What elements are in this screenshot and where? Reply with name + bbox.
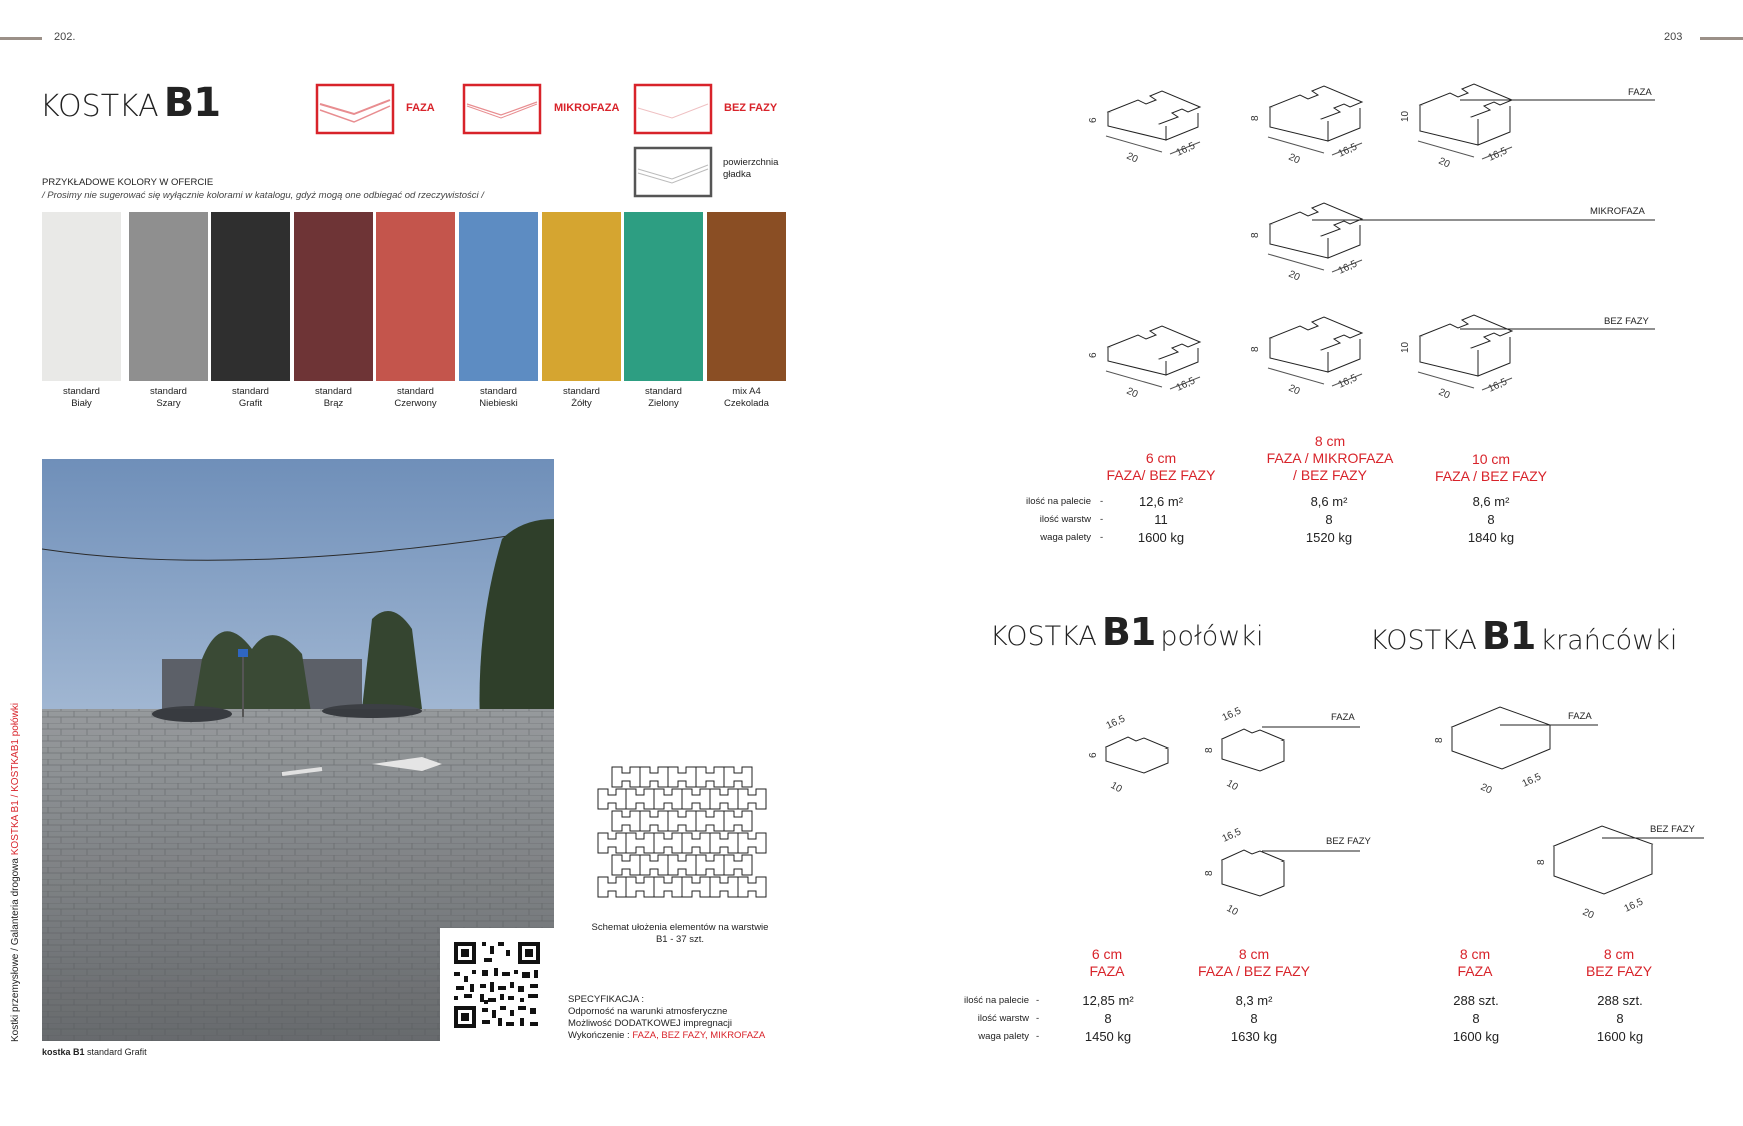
bottom-col-3-finish: FAZA xyxy=(1457,963,1493,979)
schema-caption: Schemat ułożenia elementów na warstwie B1 - 37 szt. xyxy=(591,922,769,945)
swatch-color-name: Brąz xyxy=(323,398,344,409)
row-label: ilość na palecie xyxy=(1026,496,1091,507)
height-dimension: 8 xyxy=(1536,859,1547,865)
leader-polowki-bezfazy: BEZ FAZY xyxy=(1326,836,1371,847)
swatch-color-name: Grafit xyxy=(238,398,263,409)
polowki-suffix: połówki xyxy=(1160,621,1264,652)
row-label: waga palety xyxy=(1040,532,1091,543)
depth-dimension: 16,5 xyxy=(1104,713,1127,732)
table-cell: 8 xyxy=(1104,1011,1112,1026)
leader-mikrofaza-label: MIKROFAZA xyxy=(1590,206,1645,217)
swatch-type: standard xyxy=(63,386,100,397)
bottom-col-2-finish: FAZA / BEZ FAZY xyxy=(1197,963,1311,979)
table-cell: 288 szt. xyxy=(1597,993,1643,1008)
photo-caption-color: standard Grafit xyxy=(87,1047,147,1057)
b1-col-2-height: 8 cm xyxy=(1314,433,1346,449)
depth-dimension: 16,5 xyxy=(1622,896,1645,915)
swatch-type: standard xyxy=(232,386,269,397)
legend-mikrofaza-label: MIKROFAZA xyxy=(554,102,620,114)
title-prefix: KOSTKA xyxy=(40,89,159,124)
height-dimension: 10 xyxy=(1400,341,1411,353)
height-dimension: 6 xyxy=(1088,752,1099,758)
table-cell: 8,6 m² xyxy=(1310,494,1348,509)
bottom-col-2-header xyxy=(1174,946,1334,980)
table-cell: 1630 kg xyxy=(1230,1029,1278,1044)
depth-dimension: 16,5 xyxy=(1520,771,1543,790)
table-cell: 8 xyxy=(1616,1011,1624,1026)
spec-heading: SPECYFIKACJA : xyxy=(568,994,645,1005)
bottom-col-4-height: 8 cm xyxy=(1603,946,1635,962)
dimension-line xyxy=(1268,368,1324,384)
b1-col-1-finish: FAZA/ BEZ FAZY xyxy=(1106,467,1216,483)
end-block-body xyxy=(1452,725,1550,769)
bottom-col-3-header xyxy=(1416,946,1534,980)
b1-col-3-height: 10 cm xyxy=(1471,451,1511,467)
legend-bez-fazy-label: BEZ FAZY xyxy=(724,102,778,114)
row-dash: - xyxy=(1036,995,1040,1006)
height-dimension: 8 xyxy=(1204,747,1215,753)
row-dash: - xyxy=(1100,514,1104,525)
height-dimension: 6 xyxy=(1088,352,1099,358)
row-dash: - xyxy=(1100,496,1104,507)
depth-dimension: 16,5 xyxy=(1220,826,1243,845)
depth-dimension: 16,5 xyxy=(1174,140,1197,159)
table-cell: 8 xyxy=(1472,1011,1480,1026)
width-dimension: 10 xyxy=(1108,780,1124,796)
row-dash: - xyxy=(1100,532,1104,543)
spec-line-1: Odporność na warunki atmosferyczne xyxy=(568,1006,728,1017)
row-label: ilość warstw xyxy=(1039,514,1091,525)
table-cell: 8,3 m² xyxy=(1235,993,1273,1008)
table-cell: 12,6 m² xyxy=(1138,494,1184,509)
bottom-col-1-height: 6 cm xyxy=(1091,946,1123,962)
swatch-color-name: Niebieski xyxy=(479,398,518,409)
table-cell: 288 szt. xyxy=(1453,993,1499,1008)
dimension-line xyxy=(1418,372,1474,388)
dimension-line xyxy=(1106,371,1162,387)
leader-polowki-faza: FAZA xyxy=(1331,712,1355,723)
half-block-body xyxy=(1222,739,1284,771)
table-cell: 1600 kg xyxy=(1137,530,1185,545)
bottom-col-1-finish: FAZA xyxy=(1089,963,1125,979)
side-label-product: KOSTKA B1 / KOSTKAB1 połówki xyxy=(10,702,21,856)
swatch-color-name: Szary xyxy=(156,398,181,409)
width-dimension: 20 xyxy=(1124,385,1140,401)
swatch-type: standard xyxy=(480,386,517,397)
bottom-col-2-height: 8 cm xyxy=(1238,946,1270,962)
width-dimension: 20 xyxy=(1124,150,1140,166)
table-cell: 1450 kg xyxy=(1084,1029,1132,1044)
height-dimension: 8 xyxy=(1204,870,1215,876)
swatch-color-name: Biały xyxy=(71,398,92,409)
b1-col-1-header xyxy=(1090,450,1232,484)
row-dash: - xyxy=(1036,1031,1040,1042)
leader-bezfazy-label: BEZ FAZY xyxy=(1604,316,1649,327)
width-dimension: 10 xyxy=(1224,778,1240,794)
spec-line-2: Możliwość DODATKOWEJ impregnacji xyxy=(568,1018,732,1029)
dimension-line xyxy=(1268,137,1324,153)
colors-note: / Prosimy nie sugerować się wyłącznie kolorami w katalogu, gdyż mogą one odbiegać od rzeczywistości / xyxy=(42,190,484,201)
width-dimension: 20 xyxy=(1478,781,1494,797)
dimension-line xyxy=(1418,141,1474,157)
leader-krancowki-bezfazy: BEZ FAZY xyxy=(1650,824,1695,835)
width-dimension: 20 xyxy=(1286,268,1302,284)
swatch-color-name: Czekolada xyxy=(724,398,769,409)
height-dimension: 8 xyxy=(1250,232,1261,238)
dimension-line xyxy=(1106,136,1162,152)
b1-col-3-header xyxy=(1420,451,1562,485)
table-cell: 8 xyxy=(1487,512,1495,527)
side-label-category: Kostki przemysłowe / Galanteria drogowa xyxy=(10,858,21,1042)
spec-finish-label: Wykończenie : xyxy=(568,1030,630,1041)
depth-dimension: 16,5 xyxy=(1486,376,1509,395)
b1-col-1-height: 6 cm xyxy=(1145,450,1177,466)
b1-col-2-finish-2: / BEZ FAZY xyxy=(1293,467,1367,483)
swatch-type: standard xyxy=(397,386,434,397)
spec-finish-values: FAZA, BEZ FAZY, MIKROFAZA xyxy=(632,1030,766,1041)
row-label: ilość warstw xyxy=(977,1013,1029,1024)
swatch-color-name: Żółty xyxy=(571,398,592,409)
half-block-body xyxy=(1222,860,1284,896)
legend-faza-label: FAZA xyxy=(406,102,435,114)
page-number-left: 202. xyxy=(54,31,76,43)
swatch-type: standard xyxy=(315,386,352,397)
depth-dimension: 16,5 xyxy=(1220,705,1243,724)
b1-col-2-header xyxy=(1250,433,1410,484)
table-cell: 1840 kg xyxy=(1467,530,1515,545)
krancowki-code: B1 xyxy=(1481,614,1536,658)
swatch-type: mix A4 xyxy=(732,386,761,397)
swatch-color-name: Czerwony xyxy=(394,398,437,409)
end-block-body xyxy=(1554,844,1652,894)
table-cell: 1520 kg xyxy=(1305,530,1353,545)
krancowki-suffix: krańcówki xyxy=(1540,625,1678,656)
polowki-prefix: KOSTKA xyxy=(990,621,1097,652)
table-cell: 8,6 m² xyxy=(1472,494,1510,509)
colors-heading: PRZYKŁADOWE KOLORY W OFERCIE xyxy=(42,177,214,188)
photo-caption-name: kostka B1 xyxy=(42,1047,85,1057)
bottom-col-4-finish: BEZ FAZY xyxy=(1585,963,1653,979)
table-cell: 12,85 m² xyxy=(1082,993,1134,1008)
height-dimension: 6 xyxy=(1088,117,1099,123)
width-dimension: 20 xyxy=(1580,906,1596,922)
legend-smooth-label: powierzchnia gładka xyxy=(723,157,779,180)
depth-dimension: 16,5 xyxy=(1486,145,1509,164)
row-dash: - xyxy=(1036,1013,1040,1024)
leader-krancowki-faza: FAZA xyxy=(1568,711,1592,722)
swatch-type: standard xyxy=(563,386,600,397)
table-cell: 11 xyxy=(1154,512,1168,527)
width-dimension: 20 xyxy=(1286,151,1302,167)
width-dimension: 20 xyxy=(1436,155,1452,171)
depth-dimension: 16,5 xyxy=(1336,141,1359,160)
bottom-col-1-header xyxy=(1048,946,1166,980)
height-dimension: 10 xyxy=(1400,110,1411,122)
height-dimension: 8 xyxy=(1250,346,1261,352)
depth-dimension: 16,5 xyxy=(1174,375,1197,394)
table-cell: 1600 kg xyxy=(1452,1029,1500,1044)
width-dimension: 20 xyxy=(1436,386,1452,402)
row-label: waga palety xyxy=(978,1031,1029,1042)
title-code: B1 xyxy=(163,80,221,126)
title-krancowki xyxy=(1370,614,1677,658)
swatch-type: standard xyxy=(150,386,187,397)
bottom-col-3-height: 8 cm xyxy=(1459,946,1491,962)
height-dimension: 8 xyxy=(1250,115,1261,121)
swatch-type: standard xyxy=(645,386,682,397)
bottom-col-4-header xyxy=(1560,946,1678,980)
row-label: ilość na palecie xyxy=(964,995,1029,1006)
width-dimension: 20 xyxy=(1286,382,1302,398)
depth-dimension: 16,5 xyxy=(1336,258,1359,277)
dimension-line xyxy=(1268,254,1324,270)
b1-col-3-finish: FAZA / BEZ FAZY xyxy=(1434,468,1548,484)
table-cell: 1600 kg xyxy=(1596,1029,1644,1044)
swatch-color-name: Zielony xyxy=(648,398,679,409)
depth-dimension: 16,5 xyxy=(1336,372,1359,391)
page-number-right: 203 xyxy=(1664,31,1683,43)
table-cell: 8 xyxy=(1250,1011,1258,1026)
width-dimension: 10 xyxy=(1224,903,1240,919)
height-dimension: 8 xyxy=(1434,737,1445,743)
krancowki-prefix: KOSTKA xyxy=(1370,625,1477,656)
polowki-code: B1 xyxy=(1101,610,1156,654)
table-cell: 8 xyxy=(1325,512,1333,527)
leader-faza-label: FAZA xyxy=(1628,87,1652,98)
b1-col-2-finish: FAZA / MIKROFAZA xyxy=(1266,450,1394,466)
half-block-body xyxy=(1106,747,1168,773)
title-polowki xyxy=(990,610,1264,654)
